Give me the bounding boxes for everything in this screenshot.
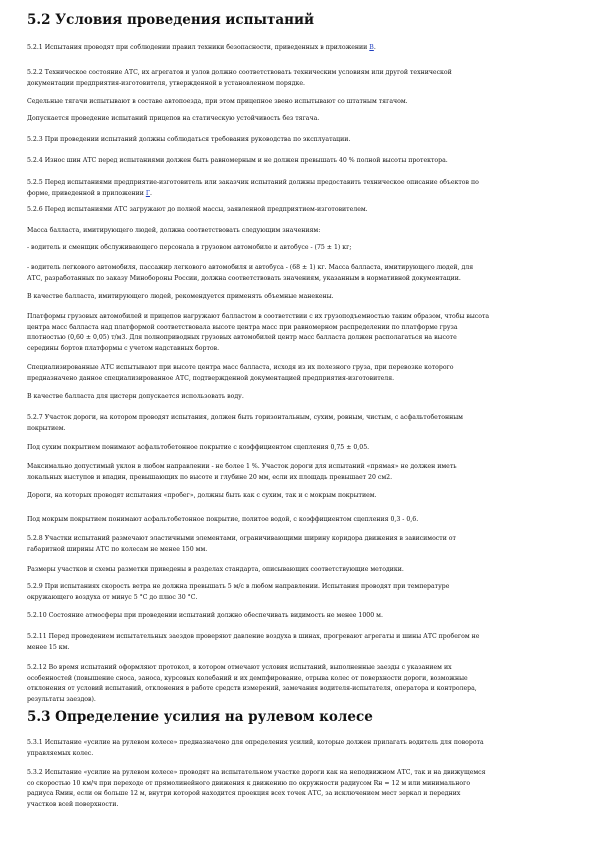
paragraph-line [27, 424, 567, 435]
line-text: покрытием. [27, 424, 66, 432]
paragraph-line [27, 545, 567, 556]
paragraph-line [27, 643, 567, 654]
line-text: локальных выступов и впадин, превышающих по высоте и глубине 20 мм, если их площадь превышает 20 см2. [27, 473, 393, 481]
line-text: радиуса Rмин, если он больше 12 м, внутри которой находится проекция всех точек АТС, за исключением мест зеркал и передних [27, 790, 461, 798]
paragraph-line [27, 374, 567, 385]
appendix-link[interactable]: В [369, 44, 374, 51]
line-text: 5.2.2 Техническое состояние АТС, их агрегатов и узлов должно соответствовать техническим условиям или другой технической [27, 69, 452, 76]
paragraph-line [27, 534, 567, 545]
line-text: Дороги, на которых проводят испытания «пробег», должны быть как с сухим, так и с мокрым покрытием. [27, 492, 377, 499]
paragraph [27, 312, 567, 354]
line-tail: . [373, 44, 376, 51]
paragraph-line [27, 779, 567, 790]
paragraph [27, 363, 567, 384]
paragraph-line [27, 226, 567, 237]
paragraph [27, 43, 567, 54]
line-text: 5.2.6 Перед испытаниями АТС загружают до полной массы, заявленной предприятием-изготовителем. [27, 206, 368, 213]
paragraph-line [27, 333, 567, 344]
paragraph-line [27, 565, 567, 576]
paragraph-line [27, 292, 567, 303]
line-text: АТС, разработанных по заказу Минобороны России, должна соответствовать значениям, указанным в нормативной документации. [27, 274, 461, 282]
line-text: управляемых колес. [27, 749, 94, 757]
paragraph [27, 263, 567, 284]
line-text: результаты заездов). [27, 695, 96, 703]
paragraph [27, 226, 567, 237]
paragraph [27, 534, 567, 555]
line-text: форме, приведенной в приложении [27, 189, 146, 197]
line-text: отклонения от условий испытаний, отклонения в работе средств измерений, замечания водителя-испытателя, оператора и контролера, [27, 685, 477, 693]
paragraph-line [27, 263, 567, 274]
paragraph [27, 392, 567, 403]
paragraph-line [27, 695, 567, 706]
line-text: Под мокрым покрытием понимают асфальтобетонное покрытие, политое водой, с коэффициентом сцепления 0,3 - 0,6. [27, 516, 419, 523]
line-text: Под сухим покрытием понимают асфальтобетонное покрытие с коэффициентом сцепления 0,75 ± 0,05. [27, 444, 370, 451]
section-heading-5-3: 5.3 Определение усилия на рулевом колесе [27, 709, 373, 725]
line-text: В качестве балласта, имитирующего людей, рекомендуется применять объемные манекены. [27, 293, 334, 300]
paragraph-line [27, 189, 567, 200]
line-text: 5.2.4 Износ шин АТС перед испытаниями должен быть равномерным и не должен превышать 40 % полной высоты протектора. [27, 157, 448, 164]
paragraph-line [27, 582, 567, 593]
line-text: 5.2.11 Перед проведением испытательных заездов проверяют давление воздуха в шинах, прогревают агрегаты и шины АТС пробегом не [27, 633, 480, 640]
paragraph [27, 491, 567, 502]
paragraph-line [27, 363, 567, 374]
line-text: Максимально допустимый уклон в любом направлении - не более 1 %. Участок дороги для испытаний «прямая» не должен иметь [27, 463, 457, 470]
paragraph [27, 462, 567, 483]
line-text: 5.2.9 При испытаниях скорость ветра не должна превышать 5 м/с в любом направлении. Испытания проводят при температуре [27, 583, 450, 590]
paragraph [27, 97, 567, 108]
line-text: окружающего воздуха от минус 5 °С до плюс 30 °С. [27, 593, 198, 601]
paragraph-line [27, 632, 567, 643]
paragraph-line [27, 413, 567, 424]
line-text: центра масс балласта над платформой соответствовала высоте центра масс при равномерном распределении по платформе груза [27, 323, 458, 331]
paragraph-line [27, 768, 567, 779]
paragraph [27, 738, 567, 759]
paragraph [27, 611, 567, 622]
paragraph [27, 443, 567, 454]
paragraph-line [27, 462, 567, 473]
line-text: 5.2.7 Участок дороги, на котором проводят испытания, должен быть горизонтальным, сухим, ровным, чистым, с асфальтобетонным [27, 414, 463, 421]
line-text: В качестве балласта для цистерн допускается использовать воду. [27, 393, 244, 400]
paragraph-line [27, 344, 567, 355]
paragraph-line [27, 611, 567, 622]
line-text: 5.3.2 Испытание «усилие на рулевом колесе» проводят на испытательном участке дороги как на неподвижном АТС, так и на движущемся [27, 769, 486, 776]
paragraph [27, 68, 567, 89]
paragraph-line [27, 800, 567, 811]
line-text: предназначено данное специализированное АТС, подтвержденной документацией предприятия-изготовителя. [27, 374, 395, 382]
line-text: 5.2.1 Испытания проводят при соблюдении правил техники безопасности, приведенных в приложении [27, 44, 370, 51]
paragraph-line [27, 156, 567, 167]
line-text: Масса балласта, имитирующего людей, должна соответствовать следующим значениям: [27, 227, 321, 234]
paragraph [27, 205, 567, 216]
paragraph [27, 292, 567, 303]
line-text: Размеры участков и схемы разметки приведены в разделах стандарта, описывающих соответствующие методики. [27, 566, 404, 573]
paragraph-line [27, 684, 567, 695]
paragraph [27, 413, 567, 434]
paragraph-line [27, 274, 567, 285]
paragraph [27, 582, 567, 603]
line-text: 5.2.5 Перед испытаниями предприятие-изготовитель или заказчик испытаний должны предоставить техническое описание объектов по [27, 179, 479, 186]
line-text: 5.2.8 Участки испытаний размечают эластичными элементами, ограничивающими ширину коридора движения в зависимости от [27, 535, 456, 542]
paragraph [27, 135, 567, 146]
line-text: Специализированные АТС испытывают при высоте центра масс балласта, исходя из их полезного груза, при перевозке которого [27, 364, 454, 371]
paragraph-line [27, 738, 567, 749]
paragraph-line [27, 392, 567, 403]
paragraph [27, 565, 567, 576]
line-text: плотностью (0,60 ± 0,05) т/м3. Для полноприводных грузовых автомобилей центр масс балласта должен располагаться на высоте [27, 334, 457, 342]
paragraph [27, 114, 567, 125]
paragraph [27, 178, 567, 199]
paragraph-line [27, 515, 567, 526]
paragraph-line [27, 789, 567, 800]
line-text: - водитель и сменщик обслуживающего персонала в грузовом автомобиле и автобусе - (75 ± 1) кг; [27, 244, 352, 251]
line-text: Платформы грузовых автомобилей и прицепов нагружают балластом в соответствии с их грузоподъемностью таким образом, чтобы высота [27, 313, 490, 320]
paragraph-line [27, 135, 567, 146]
paragraph [27, 243, 567, 254]
line-text: участков всей поверхности. [27, 800, 119, 808]
paragraph [27, 515, 567, 526]
paragraph-line [27, 473, 567, 484]
appendix-link[interactable]: Г [145, 189, 150, 197]
line-text: 5.2.10 Состояние атмосферы при проведении испытаний должно обеспечивать видимость не менее 1000 м. [27, 612, 383, 619]
paragraph-line [27, 205, 567, 216]
paragraph-line [27, 178, 567, 189]
line-text: габаритной ширины АТС по колесам не менее 150 мм. [27, 545, 208, 553]
line-text: менее 15 км. [27, 643, 70, 651]
paragraph-line [27, 674, 567, 685]
paragraph [27, 156, 567, 167]
paragraph-line [27, 68, 567, 79]
line-text: 5.3.1 Испытание «усилие на рулевом колесе» предназначено для определения усилий, которые должен прилагать водитель для поворота [27, 739, 484, 746]
line-text: - водитель легкового автомобиля, пассажир легкового автомобиля и автобуса - (68 ± 1) кг. Масса балласта, имитирующего людей, для [27, 264, 474, 271]
line-text: 5.2.3 При проведении испытаний должны соблюдаться требования руководства по эксплуатации. [27, 136, 351, 143]
paragraph-line [27, 593, 567, 604]
paragraph-line [27, 79, 567, 90]
line-text: Седельные тягачи испытывают в составе автопоезда, при этом прицепное звено испытывают со штатным тягачом. [27, 98, 408, 105]
paragraph-line [27, 43, 567, 54]
paragraph-line [27, 749, 567, 760]
section-heading-5-2: 5.2 Условия проведения испытаний [27, 12, 315, 28]
paragraph-line [27, 243, 567, 254]
line-text: особенностей (повышение сноса, заноса, курсовых колебаний и их демпфирование, отрыва колес от поверхности дороги, возможные [27, 674, 468, 682]
paragraph-line [27, 663, 567, 674]
paragraph-line [27, 323, 567, 334]
line-text: со скоростью 10 км/ч при переходе от прямолинейного движения к движению по окружности радиусом Rн = 12 м или минимального [27, 779, 471, 787]
line-text: середины бортов платформы с учетом надставных бортов. [27, 344, 220, 352]
paragraph-line [27, 312, 567, 323]
paragraph-line [27, 114, 567, 125]
paragraph-line [27, 97, 567, 108]
paragraph [27, 663, 567, 705]
paragraph-line [27, 443, 567, 454]
line-text: документации предприятия-изготовителя, утвержденной в установленном порядке. [27, 79, 305, 87]
paragraph [27, 768, 567, 810]
paragraph [27, 632, 567, 653]
line-text: Допускается проведение испытаний прицепов на статическую устойчивость без тягача. [27, 115, 320, 122]
line-tail: . [149, 189, 152, 197]
paragraph-line [27, 491, 567, 502]
line-text: 5.2.12 Во время испытаний оформляют протокол, в котором отмечают условия испытаний, выполненные заезды с указанием их [27, 664, 452, 671]
